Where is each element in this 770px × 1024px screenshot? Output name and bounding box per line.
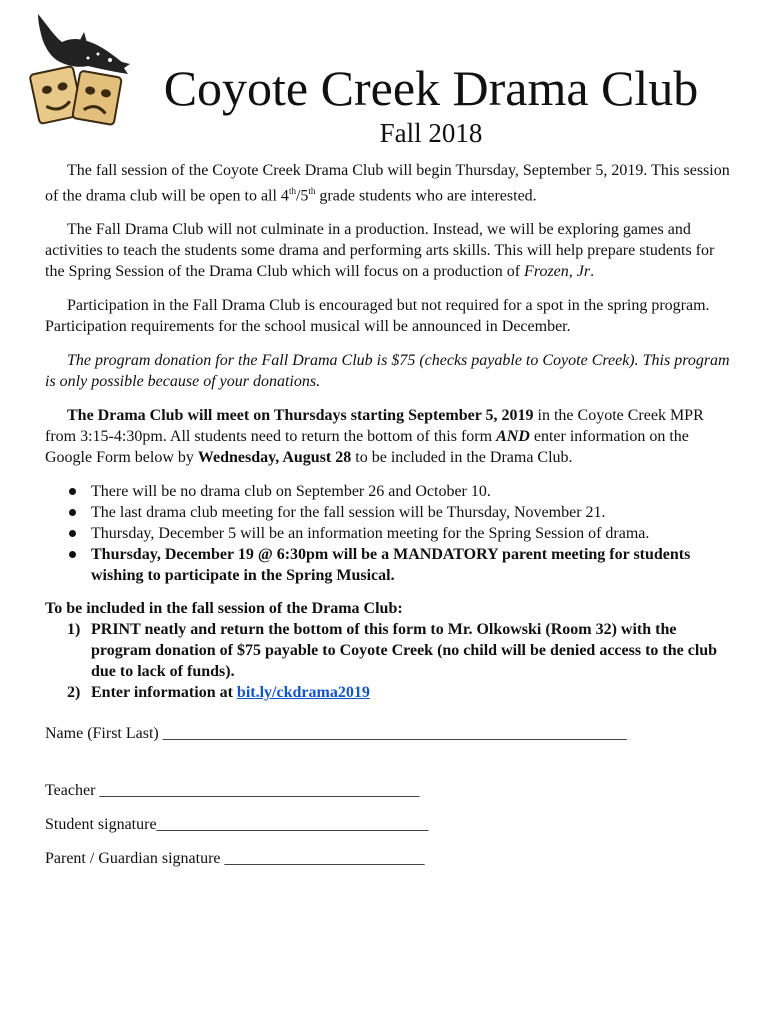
meeting-paragraph: The Drama Club will meet on Thursdays starting September 5, 2019 in the Coyote Creek MPR from 3:15-4:30pm. All students need to return the bottom of this form AND enter information on the Google Form below by Wednesday, August 28 to be included in the Drama Club. — [45, 407, 704, 467]
steps-list — [45, 619, 735, 703]
list-item: There will be no drama club on September 26 and October 10. — [91, 481, 735, 502]
donation-paragraph: The program donation for the Fall Drama Club is $75 (checks payable to Coyote Creek). This program is only possible because of your donations. — [45, 352, 730, 391]
list-item: 1) PRINT neatly and return the bottom of this form to Mr. Olkowski (Room 32) with the program donation of $75 payable to Coyote Creek (no child will be denied access to the club due to lack of funds). — [67, 621, 718, 681]
steps-heading: To be included in the fall session of the Drama Club: — [45, 600, 403, 618]
google-form-link[interactable]: bit.ly/ckdrama2019 — [236, 684, 370, 702]
student-signature-field[interactable]: Student signature__________________________________ — [45, 816, 429, 834]
list-item: Thursday, December 5 will be an information meeting for the Spring Session of drama. — [91, 523, 735, 544]
page-subtitle: Fall 2018 — [379, 118, 483, 148]
list-item: Thursday, December 19 @ 6:30pm will be a MANDATORY parent meeting for students wishing to participate in the Spring Musical. — [91, 544, 735, 586]
list-item: The last drama club meeting for the fall session will be Thursday, November 21. — [91, 502, 735, 523]
parent-signature-field[interactable]: Parent / Guardian signature _________________________ — [45, 850, 425, 868]
intro-paragraph: The fall session of the Coyote Creek Drama Club will begin Thursday, September 5, 2019. This session of the drama club will be open to all 4th/5th grade students who are interested. — [45, 162, 730, 205]
list-item: 2) Enter information at bit.ly/ckdrama2019 — [67, 684, 370, 702]
teacher-field[interactable]: Teacher ________________________________________ — [45, 782, 420, 800]
dates-list — [45, 481, 735, 586]
document-body — [45, 160, 735, 869]
fall-description-paragraph: The Fall Drama Club will not culminate in a production. Instead, we will be exploring games and activities to teach the students some drama and performing arts skills. This will help prepare students for the Spring Session of the Drama Club which will focus on a production of Frozen, Jr. — [45, 221, 715, 281]
name-field[interactable]: Name (First Last) __________________________________________________________ — [45, 725, 627, 743]
page-title: Coyote Creek Drama Club — [163, 60, 699, 116]
participation-paragraph: Participation in the Fall Drama Club is encouraged but not required for a spot in the spring program. Participation requirements for the school musical will be announced in December. — [45, 297, 710, 336]
